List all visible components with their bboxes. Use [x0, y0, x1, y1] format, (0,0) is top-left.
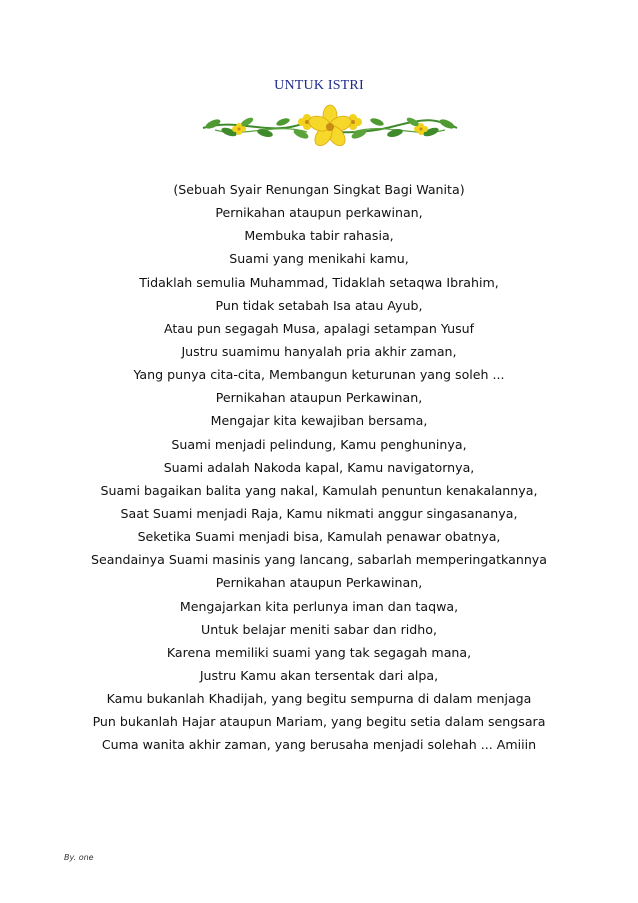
poem-line: Suami adalah Nakoda kapal, Kamu navigatornya,: [163, 459, 475, 475]
author-footer: By. one: [64, 853, 94, 862]
poem-line: Seketika Suami menjadi bisa, Kamulah penawar obatnya,: [137, 529, 501, 545]
poem-line: Mengajarkan kita perlunya iman dan taqwa,: [179, 598, 459, 614]
poem-line: Suami menjadi pelindung, Kamu penghuninya,: [171, 436, 467, 452]
poem-line: Saat Suami menjadi Raja, Kamu nikmati anggur singasananya,: [120, 505, 518, 521]
poem-line: Cuma wanita akhir zaman, yang berusaha menjadi solehah ... Amiiin: [101, 737, 537, 753]
poem-line: (Sebuah Syair Renungan Singkat Bagi Wanita): [173, 182, 465, 197]
poem-line: Suami bagaikan balita yang nakal, Kamulah penuntun kenakalannya,: [100, 482, 538, 498]
poem-line: Membuka tabir rahasia,: [244, 228, 394, 244]
poem-line: Mengajar kita kewajiban bersama,: [210, 413, 428, 429]
poem-line: Pernikahan ataupun Perkawinan,: [215, 390, 423, 406]
poem-line: Untuk belajar meniti sabar dan ridho,: [201, 621, 437, 637]
poem-line: Tidaklah semulia Muhammad, Tidaklah setaqwa Ibrahim,: [139, 274, 499, 290]
poem-line: Justru Kamu akan tersentak dari alpa,: [199, 667, 439, 683]
poem-line: Yang punya cita-cita, Membangun keturunan yang soleh ...: [133, 367, 505, 383]
flower-vine-ornament-icon: [195, 104, 465, 150]
poem-line: Pun tidak setabah Isa atau Ayub,: [215, 297, 423, 313]
poem-line: Seandainya Suami masinis yang lancang, sabarlah memperingatkannya: [91, 552, 547, 568]
poem-line: Pernikahan ataupun Perkawinan,: [215, 575, 423, 591]
poem-title: UNTUK ISTRI: [274, 78, 364, 93]
poem-line: Justru suamimu hanyalah pria akhir zaman,: [181, 343, 457, 359]
poem-body: [0, 178, 638, 757]
poem-line: Atau pun segagah Musa, apalagi setampan Yusuf: [163, 320, 475, 336]
poem-line: Pun bukanlah Hajar ataupun Mariam, yang begitu setia dalam sengsara: [92, 714, 546, 730]
poem-line: Suami yang menikahi kamu,: [229, 251, 409, 267]
poem-line: Pernikahan ataupun perkawinan,: [215, 205, 423, 221]
poem-line: Karena memiliki suami yang tak segagah mana,: [166, 644, 472, 660]
poem-line: Kamu bukanlah Khadijah, yang begitu sempurna di dalam menjaga: [106, 691, 532, 707]
